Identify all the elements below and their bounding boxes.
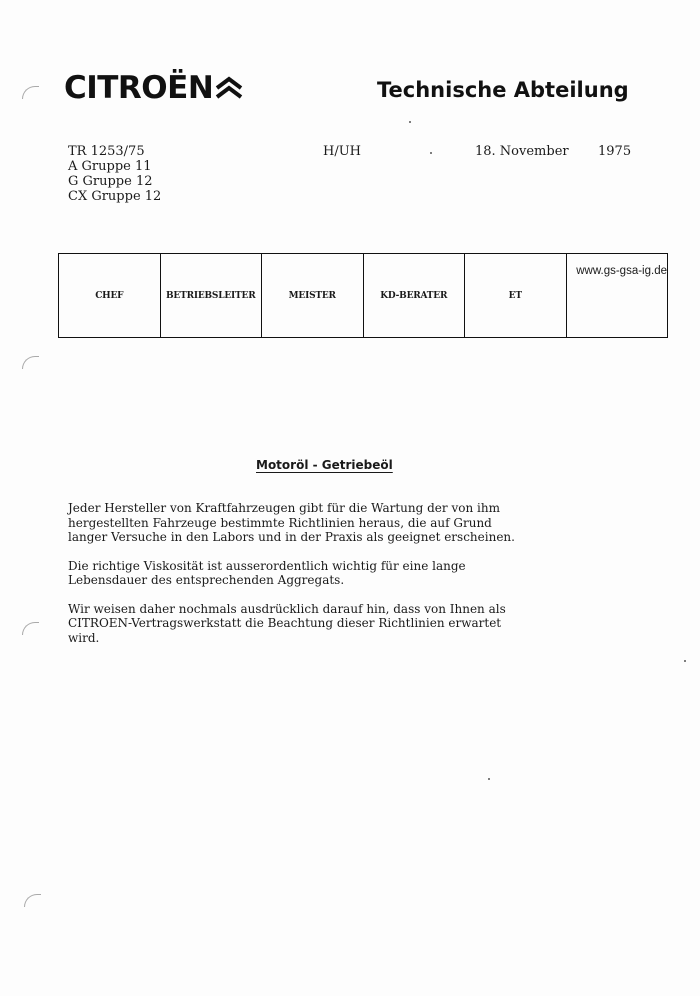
- routing-row: [59, 254, 668, 338]
- paragraph: [68, 501, 628, 545]
- reference-line: G Gruppe 12: [68, 174, 153, 189]
- routing-cell-meister: MEISTER: [262, 254, 364, 338]
- paragraph-line: Die richtige Viskosität ist ausserordentlich wichtig für eine lange: [68, 558, 466, 573]
- reference-line: CX Gruppe 12: [68, 189, 162, 204]
- paper-speck: [488, 778, 490, 780]
- paper-speck: [430, 152, 432, 154]
- reference-block: [68, 144, 161, 204]
- logo-text: CITROËN: [64, 70, 214, 106]
- letter-body: [68, 501, 628, 659]
- date: 18. November: [475, 144, 569, 159]
- paragraph-line: wird.: [68, 630, 100, 645]
- subject-heading: Motoröl - Getriebeöl: [256, 458, 393, 472]
- double-chevron-icon: [215, 76, 243, 100]
- reference-line: TR 1253/75: [68, 144, 145, 159]
- paragraph-line: langer Versuche in den Labors und in der Praxis als geeignet erscheinen.: [68, 530, 515, 544]
- punch-hole-mark: [22, 86, 39, 99]
- routing-cell-et: ET: [465, 254, 567, 338]
- year: 1975: [598, 144, 632, 159]
- watermark-url: www.gs-gsa-ig.de: [566, 254, 668, 338]
- paragraph: [68, 602, 628, 646]
- paper-speck: [409, 121, 411, 123]
- routing-cell-chef: CHEF: [59, 254, 161, 338]
- paper-speck: [684, 660, 686, 662]
- punch-hole-mark: [22, 356, 39, 369]
- paragraph-line: Jeder Hersteller von Kraftfahrzeugen gibt für die Wartung der von ihm: [68, 501, 500, 515]
- initials: H/UH: [323, 144, 362, 159]
- routing-cell-kd-berater: KD-BERATER: [363, 254, 465, 338]
- paragraph-line: hergestellten Fahrzeuge bestimmte Richtlinien heraus, die auf Grund: [68, 515, 492, 530]
- department-title: Technische Abteilung: [377, 78, 629, 102]
- paragraph-line: Wir weisen daher nochmals ausdrücklich darauf hin, dass von Ihnen als: [68, 601, 506, 616]
- citroen-logo: [64, 70, 243, 106]
- routing-cell-betriebsleiter: BETRIEBSLEITER: [160, 254, 262, 338]
- paragraph-line: Lebensdauer des entsprechenden Aggregats.: [68, 573, 345, 587]
- reference-line: A Gruppe 11: [68, 159, 152, 174]
- routing-table: [58, 253, 668, 338]
- paragraph: [68, 559, 628, 588]
- paragraph-line: CITROEN-Vertragswerkstatt die Beachtung dieser Richtlinien erwartet: [68, 616, 502, 630]
- punch-hole-mark: [22, 622, 39, 635]
- punch-hole-mark: [24, 894, 41, 907]
